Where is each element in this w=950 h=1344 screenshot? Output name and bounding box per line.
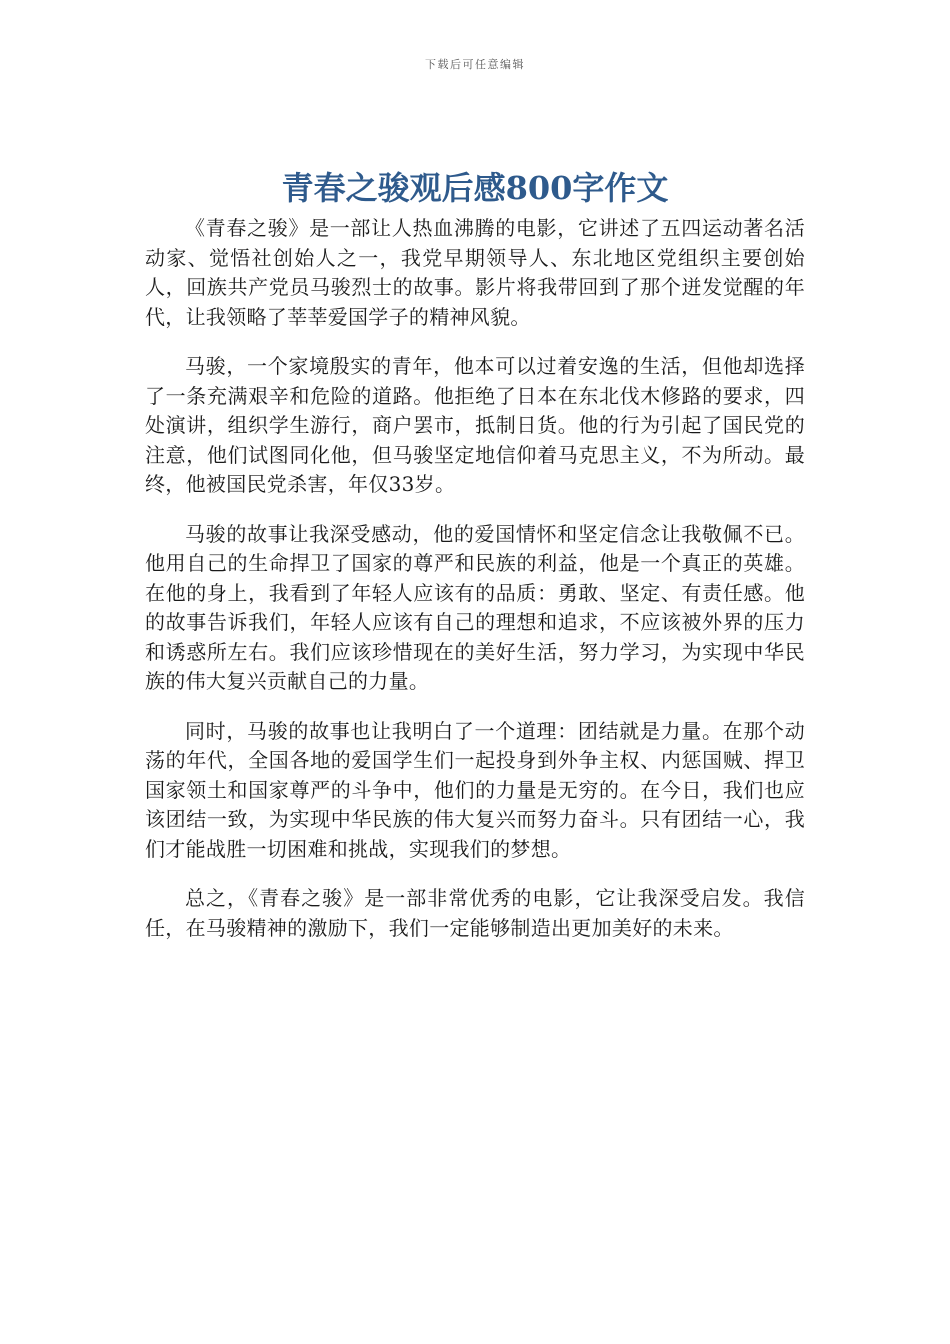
paragraph-4: 同时，马骏的故事也让我明白了一个道理：团结就是力量。在那个动荡的年代，全国各地的爱国学生们一起投身到外争主权、内惩国贼、捍卫国家领土和国家尊严的斗争中，他们的力量是无穷的。在今日，我们也应该团结一致，为实现中华民族的伟大复兴而努力奋斗。只有团结一心，我们才能战胜一切困难和挑战，实现我们的梦想。: [145, 718, 805, 861]
document-title: 青春之骏观后感800字作文: [281, 169, 669, 207]
paragraph-2: 马骏，一个家境殷实的青年，他本可以过着安逸的生活，但他却选择了一条充满艰辛和危险的道路。他拒绝了日本在东北伐木修路的要求，四处演讲，组织学生游行，商户罢市，抵制日货。他的行为引起了国民党的注意，他们试图同化他，但马骏坚定地信仰着马克思主义，不为所动。最终，他被国民党杀害，年仅33岁。: [145, 354, 805, 496]
paragraph-3: 马骏的故事让我深受感动，他的爱国情怀和坚定信念让我敬佩不已。他用自己的生命捍卫了国家的尊严和民族的利益，他是一个真正的英雄。在他的身上，我看到了年轻人应该有的品质：勇敢、坚定、有责任感。他的故事告诉我们，年轻人应该有自己的理想和追求，不应该被外界的压力和诱惑所左右。我们应该珍惜现在的美好生活，努力学习，为实现中华民族的伟大复兴贡献自己的力量。: [145, 521, 805, 693]
paragraph-1: 《青春之骏》是一部让人热血沸腾的电影，它讲述了五四运动著名活动家、觉悟社创始人之一，我党早期领导人、东北地区党组织主要创始人，回族共产党员马骏烈士的故事。影片将我带回到了那个迸发觉醒的年代，让我领略了莘莘爱国学子的精神风貌。: [145, 216, 805, 329]
header-note: 下载后可任意编辑: [425, 58, 525, 71]
document-body: [145, 214, 805, 963]
paragraph-5: 总之，《青春之骏》是一部非常优秀的电影，它让我深受启发。我信任，在马骏精神的激励下，我们一定能够制造出更加美好的未来。: [145, 886, 805, 940]
